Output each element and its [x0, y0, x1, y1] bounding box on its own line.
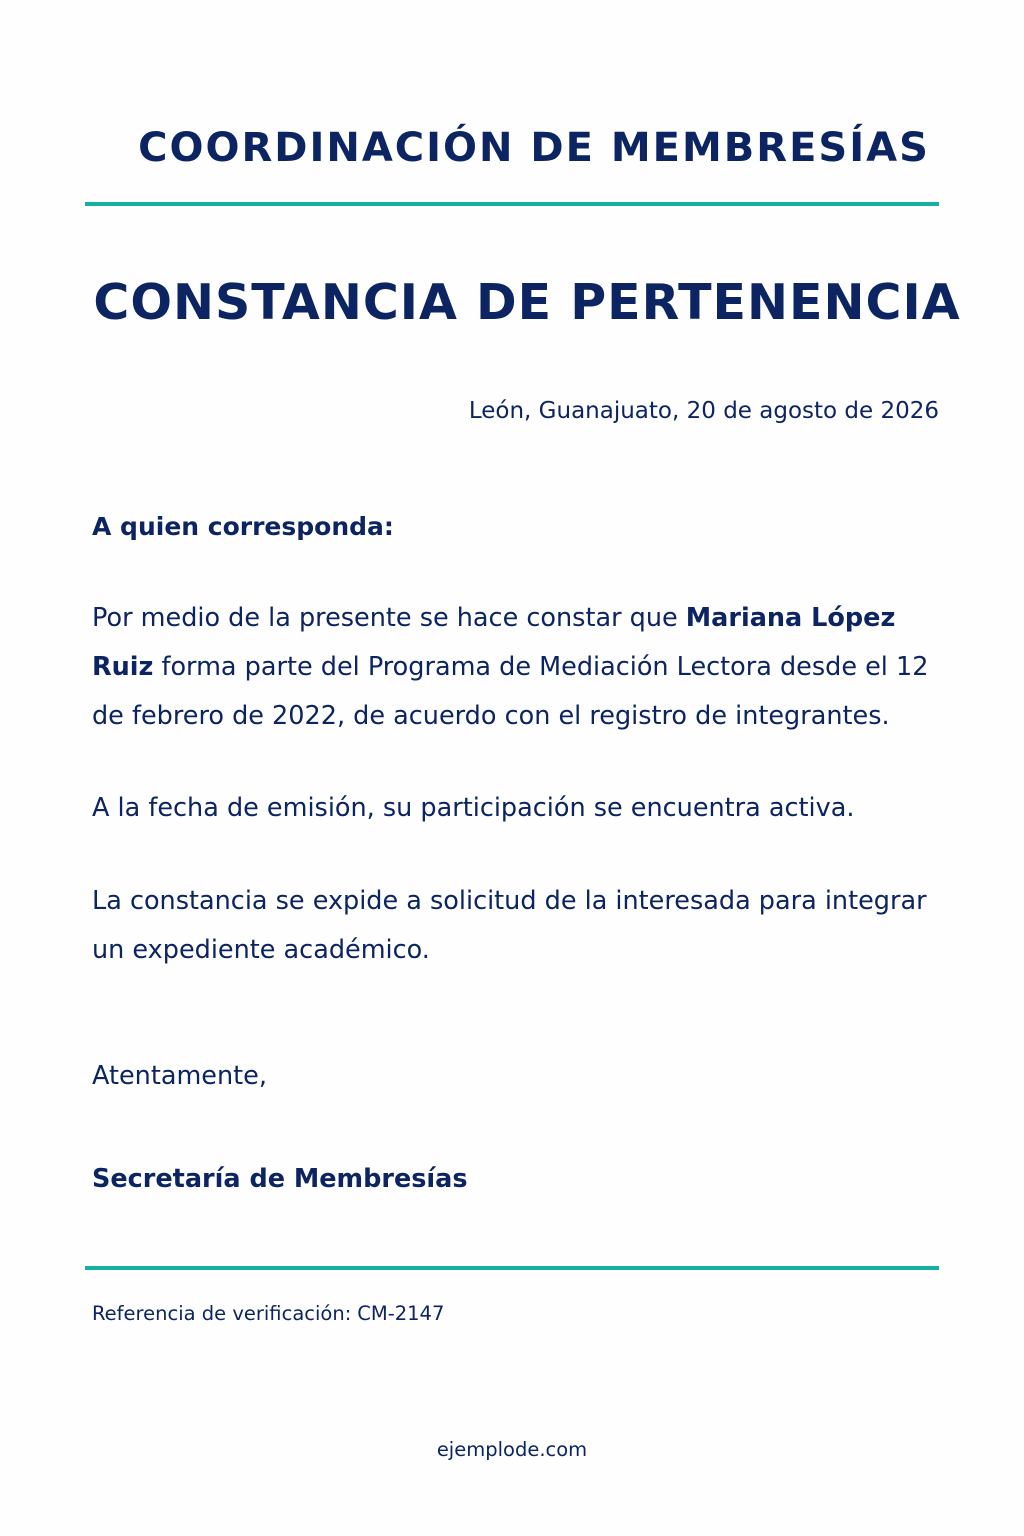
salutation: A quien corresponda: — [92, 512, 394, 541]
reference-label: Referencia de verificación: — [92, 1302, 352, 1325]
verification-reference — [92, 1300, 444, 1328]
website-link[interactable]: ejemplode.com — [436, 1438, 588, 1461]
closing: Atentamente, — [92, 1061, 267, 1091]
member-name: Mariana López Ruiz — [92, 603, 896, 682]
certification-intro: Por medio de la presente se hace constar que — [92, 603, 686, 633]
place-and-date: León, Guanajuato, 20 de agosto de 2026 — [468, 398, 939, 424]
certification-details: forma parte del Programa de Mediación Lectora desde el 12 de febrero de 2022, de acuerdo con el registro de integrantes. — [92, 652, 929, 731]
status-paragraph: A la fecha de emisión, su participación se encuentra activa. — [92, 793, 855, 823]
header-divider — [85, 202, 939, 206]
document-title: CONSTANCIA DE PERTENENCIA — [93, 274, 961, 331]
footer-divider — [85, 1266, 939, 1270]
certification-paragraph — [92, 594, 952, 741]
reference-code: CM-2147 — [357, 1302, 445, 1325]
organization-title: COORDINACIÓN DE MEMBRESÍAS — [138, 125, 930, 171]
signer: Secretaría de Membresías — [92, 1164, 468, 1194]
purpose-paragraph: La constancia se expide a solicitud de la interesada para integrar un expediente académico. — [92, 886, 927, 965]
